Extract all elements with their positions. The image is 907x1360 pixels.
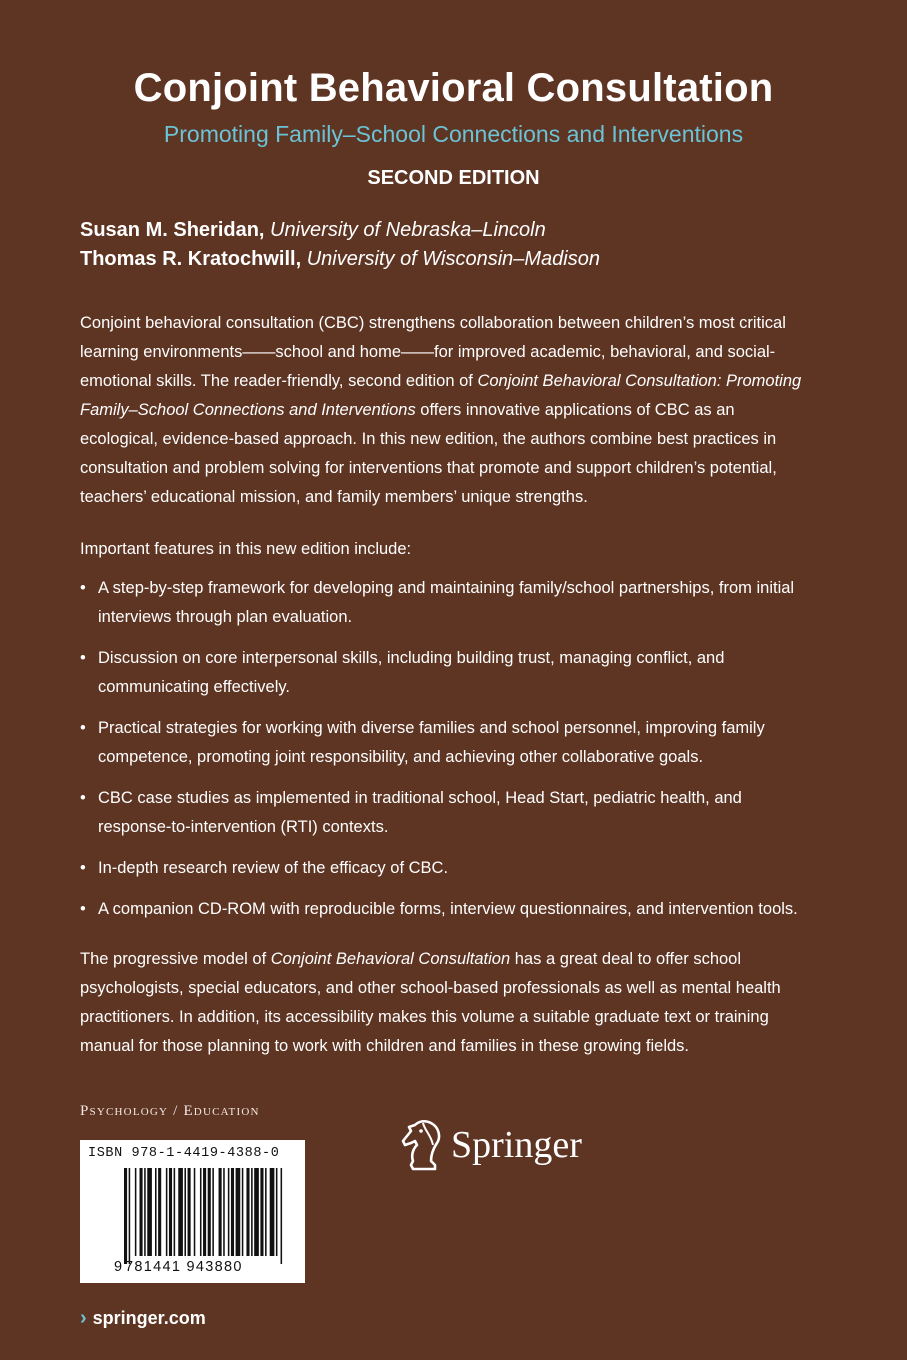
- barcode-bar: [203, 1168, 206, 1256]
- closing-book-title: Conjoint Behavioral Consultation: [270, 950, 511, 968]
- description-paragraph: [80, 309, 815, 512]
- barcode-bar: [270, 1168, 275, 1256]
- barcode-bar: [242, 1168, 244, 1256]
- closing-paragraph: [80, 945, 815, 1061]
- barcode-bar: [147, 1168, 152, 1256]
- barcode-bar: [281, 1168, 283, 1264]
- barcode-bar: [212, 1168, 214, 1256]
- bullet-icon: •: [80, 789, 86, 807]
- feature-text: A step-by-step framework for developing and maintaining family/school partnerships, from initial interviews through plan evaluation.: [98, 579, 795, 626]
- barcode-bar: [236, 1168, 241, 1256]
- author-1: [80, 219, 546, 242]
- barcode-bar: [124, 1168, 127, 1264]
- publisher-logo: [395, 1115, 582, 1175]
- barcode-bar: [166, 1168, 168, 1256]
- publisher-name: Springer: [451, 1124, 582, 1166]
- bullet-icon: •: [80, 579, 86, 597]
- publisher-website[interactable]: [80, 1307, 206, 1330]
- feature-item: [80, 854, 815, 883]
- bullet-icon: •: [80, 859, 86, 877]
- barcode-bar: [178, 1168, 183, 1256]
- barcode-bar: [260, 1168, 263, 1256]
- barcode-bar: [188, 1168, 191, 1256]
- author-2: [80, 248, 600, 271]
- barcode-bar: [140, 1168, 143, 1256]
- website-label: springer.com: [92, 1308, 206, 1328]
- barcode-bar: [155, 1168, 157, 1256]
- feature-text: Practical strategies for working with diverse families and school personnel, improving family competence, promoting joint responsibility, and achieving other collaborative goals.: [98, 719, 765, 766]
- barcode-bar: [144, 1168, 146, 1256]
- barcode-bar: [223, 1168, 225, 1256]
- barcode-bar: [228, 1168, 230, 1256]
- barcode-bar: [200, 1168, 202, 1256]
- closing-text-b: has a great deal to offer school psychologists, special educators, and other school-based professionals as well as mental health practitioners. In addition, its accessibility makes this volume a suitable graduate text or training manual for those planning to work with children and families in these growing fields.: [80, 950, 781, 1055]
- feature-text: A companion CD-ROM with reproducible forms, interview questionnaires, and intervention tools.: [98, 900, 798, 918]
- barcode-bar: [251, 1168, 253, 1256]
- author-2-affiliation: University of Wisconsin–Madison: [306, 248, 600, 270]
- author-1-name: Susan M. Sheridan,: [80, 219, 265, 241]
- book-title: Conjoint Behavioral Consultation: [133, 66, 774, 110]
- chevron-right-icon: ›: [80, 1307, 87, 1329]
- bullet-icon: •: [80, 719, 86, 737]
- barcode-bar: [129, 1168, 131, 1264]
- barcode-bar: [174, 1168, 176, 1256]
- barcode-bar: [184, 1168, 186, 1256]
- feature-item: [80, 574, 815, 632]
- isbn-label: ISBN 978-1-4419-4388-0: [88, 1146, 280, 1161]
- feature-item: [80, 714, 815, 772]
- barcode-bar: [169, 1168, 172, 1256]
- barcode-bar: [265, 1168, 267, 1256]
- feature-item: [80, 784, 815, 842]
- subject-category: Psychology / Education: [80, 1103, 260, 1119]
- bullet-icon: •: [80, 900, 86, 918]
- barcode-bar: [219, 1168, 222, 1256]
- barcode: [80, 1140, 305, 1283]
- ean-number: 781441 943880: [125, 1259, 243, 1275]
- barcode-bar: [194, 1168, 196, 1256]
- author-2-name: Thomas R. Kratochwill,: [80, 248, 302, 270]
- closing-text-a: The progressive model of: [80, 950, 271, 968]
- edition-label: SECOND EDITION: [367, 167, 540, 189]
- feature-item: [80, 644, 815, 702]
- bullet-icon: •: [80, 649, 86, 667]
- knight-horse-icon: [395, 1115, 447, 1175]
- features-list: [80, 574, 815, 936]
- feature-text: In-depth research review of the efficacy of CBC.: [98, 859, 449, 877]
- description-text-a: Conjoint behavioral consultation (CBC) strengthens collaboration between children’s most critical learning environments——school and home——for improved academic, behavioral, and social-emotional skills. The reader-friendly, second edition of: [80, 314, 786, 390]
- book-subtitle: Promoting Family–School Connections and Interventions: [163, 121, 744, 147]
- feature-item: [80, 895, 815, 924]
- author-1-affiliation: University of Nebraska–Lincoln: [270, 219, 546, 241]
- barcode-bar: [135, 1168, 137, 1256]
- description-text-b: offers innovative applications of CBC as an ecological, evidence-based approach. In this new edition, the authors combine best practices in consultation and problem solving for interventions that promote and support children’s potential, teachers’ educational mission, and family members’ unique strengths.: [80, 401, 777, 506]
- barcode-bar: [254, 1168, 259, 1256]
- barcode-bar: [276, 1168, 278, 1256]
- barcode-bar: [231, 1168, 234, 1256]
- features-intro: Important features in this new edition include:: [80, 540, 412, 558]
- barcode-bar: [246, 1168, 249, 1256]
- feature-text: CBC case studies as implemented in traditional school, Head Start, pediatric health, and response-to-intervention (RTI) contexts.: [98, 789, 742, 836]
- barcode-bar: [208, 1168, 211, 1256]
- description-book-title: Conjoint Behavioral Consultation: Promoting Family–School Connections and Interventions: [80, 372, 802, 419]
- barcode-bar: [158, 1168, 161, 1256]
- feature-text: Discussion on core interpersonal skills, including building trust, managing conflict, and communicating effectively.: [98, 649, 725, 696]
- ean-prefix: 9: [114, 1259, 123, 1275]
